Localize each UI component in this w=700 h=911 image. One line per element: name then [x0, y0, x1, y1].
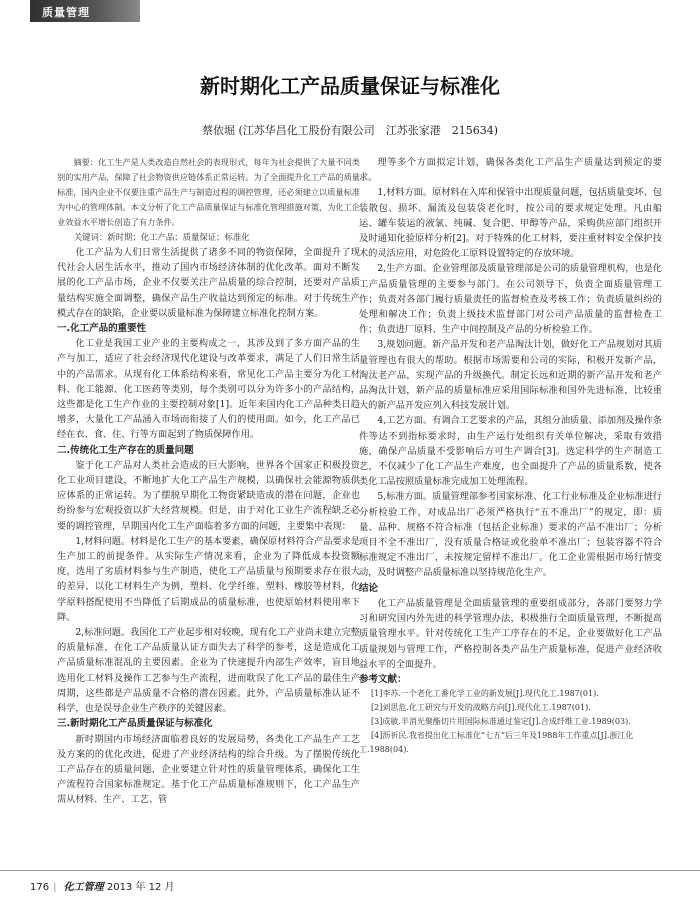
body-paragraph: 新时期国内市场经济面临着良好的发展局势，各类化工产品生产工艺及方案的的优化改进，促进了产业经济结构的综合升级。为了摆脱传统化工产品存在的质量问题，企业要建立针对性的质量管理体系，确保化工生产流程符合国家标准规定。基于化工产品质量标准规则下，化工产品生产需从材料、生产、工艺、管: [57, 733, 360, 806]
author-line: 蔡依堀 (江苏华昌化工股份有限公司 江苏张家港 215634): [201, 124, 499, 137]
left-column: [57, 155, 360, 808]
body-paragraph: 理等多个方面拟定计划，确保各类化工产品生产质量达到预定的要求。: [359, 157, 662, 184]
right-body: [359, 155, 662, 687]
section-heading: 结论: [359, 582, 379, 594]
body-paragraph: 2,生产方面。企业管理部及质量管理部是公司的质量管理机构，也是化工产品质量管理的主要参与部门。在公司领导下，负责全面质量管理工作；负责对各部门履行质量责任的监督检查及考核工作；负责质量纠纷的处理和解决工作；负责上级技术监督部门对公司产品质量的监督检查工作；负责进厂原料、生产中间控制及产品的分析检验工作。: [359, 263, 662, 336]
section-tag-label: 质量管理: [42, 6, 90, 19]
section-heading: 一.化工产品的重要性: [57, 323, 147, 335]
reference-item: [3]成敏.半消光聚酯切片用国际标准通过鉴定[J].合成纤维工业.1989(03).: [371, 717, 631, 727]
body-paragraph: 4,工艺方面。有调合工艺要求的产品，其组分油质量、添加剂及操作条件等达不到指标要求时，由生产运行处组织有关单位解决，采取有效措施，确保产品质量不受影响后方可生产调合[3]。选定科学的生产制造工艺，不仅减少了化工产品生产难度，也全面提升了产品的质量系数，使各类化工品按照质量标准完成加工处理流程。: [359, 415, 662, 488]
issue-date: 2013 年 12 月: [106, 882, 175, 893]
reference-item: [4]沥祈民.我省提出化工标准化“七五”后三年及1988年工作重点[J].浙江化工.1988(04).: [359, 731, 634, 755]
abstract: [57, 155, 360, 245]
right-column: [359, 155, 662, 757]
section-heading: 二.传统化工生产存在的质量问题: [57, 444, 194, 456]
journal-name: 化工管理: [63, 882, 104, 893]
abstract-text: 摘要：化工生产是人类改造自然社会的表现形式，每年为社会提供了大量不同类别的实用产品，保障了社会物资供应链体系正常运转。为了全面提升化工产品的质量标准，国内企业不仅要注重产品生产与制造过程的调控管理，还必须建立以质量标准为中心的管理体制。本文分析了化工产品质量保证与标准化管理措施对策，为化工企业效益水平增长创造了有力条件。: [57, 157, 360, 227]
reference-item: [1]李苏.一个老化工番化学工业的新发展[J].现代化工.1987(01).: [371, 689, 599, 699]
body-paragraph: 化工业是我国工业产业的主要构成之一，其涉及到了多方面产品的生产与加工，适应了社会经济现代化建设与改革要求，满足了人们日常生活中的产品需求。从现有化工体系结构来看，常见化工产品主要分为化工材料、化工能源、化工医药等类别，每个类别可以分为许多小的产品结构，这些都是化工生产作业的主要控制对象[1]。近年来国内化工产品种类日趋增多，大量化工产品涌入市场而衔接了人们的使用面。如今，化工产品已经在衣、食、住、行等方面起到了物质保障作用。: [57, 338, 360, 441]
section-tag: [30, 0, 140, 22]
keywords: 关键词：新时期；化工产品；质量保证；标准化: [73, 232, 250, 242]
body-paragraph: 化工产品质量管理是全面质量管理的重要组成部分，各部门要努力学习和研究国内外先进的科学管理办法，积极推行全面质量管理，不断提高质量管理水平。针对传统化工生产工序存在的不足，企业要做好化工产品质量规划与管理工作，严格控制各类产品生产质量标准，促进产业经济收益水平的全面提升。: [359, 597, 662, 670]
body-paragraph: 鉴于化工产品对人类社会造成的巨大影响，世界各个国家正积极投资化工业项目建设，不断地扩大化工产品生产规模，以确保社会能源物质供应体系的正常运转。为了摆脱早期化工物资紧缺造成的潜在问题，企业也纷纷参与宏观投资以扩大经营规模。但是，由于对化工业生产流程缺乏必要的调控管理，早期国内化工生产面临着多方面的问题，主要集中表现：: [57, 459, 360, 532]
article-title: 新时期化工产品质量保证与标准化: [200, 74, 500, 98]
body-paragraph: 1,材料方面。原材料在入库和保管中出现质量问题，包括质量变坏、包装散包、损坏、漏流及包装袋老化时，按公司的要求规定处理。凡由船运、罐车装运的液氯、纯碱、复合肥、甲醇等产品，采购供应部门组织开及时通知化验原样分析[2]。对于特殊的化工材料，要注重材料安全保护技术的灵活应用，对危险化工原料设置特定的存放环境。: [359, 187, 662, 260]
body-paragraph: 3,规划问题。新产品开发和老产品淘汰计划，做好化工产品规划对其质量管理也有很大的帮助。根据市场需要和公司的实际，积极开发新产品，淘汰老产品，实现产品的升级换代。制定长远和近期的新产品开发和老产品淘汰计划，新产品的质量标准应采用国际标准和国外先进标准，比较重大的新产品开发应列入科技发展计划。: [359, 339, 662, 412]
reference-item: [2]刘思危.化工研究与开发的战略方向[J].现代化工.1987(01).: [371, 703, 591, 713]
body-paragraph: 化工产品为人们日常生活提供了诸多不同的物资保障，全面提升了现代社会人居生活水平，推动了国内市场经济体制的优化改革。面对不断发展的化工产品市场，企业不仅要关注产品质量的综合控制，还要对产品质量结构实施全面调整，确保产品生产收益达到预定的标准。对于传统生产模式存在的缺陷，企业要以质量标准为保障建立标准化控制方案。: [57, 247, 360, 319]
page-number: 176: [30, 882, 50, 893]
left-body: [57, 245, 360, 808]
section-heading: 三.新时期化工产品质量保证与标准化: [57, 718, 213, 730]
references: [359, 687, 662, 757]
body-paragraph: 2,标准问题。我国化工产业起步相对较晚，现有化工产业尚未建立完整的质量标准，在化工产品质量认证方面失去了科学的参考，这是造成化工产品质量标准混乱的主要因素。企业为了快速提升内部生产效率，盲目地选用化工材料及操作工艺参与生产流程，进而耽误了化工产品的最佳生产周期，这些都是产品质量不合格的潜在因素。此外，产品质量标准认证不科学，也是误导企业生产秩序的关键因素。: [57, 627, 360, 715]
body-paragraph: 1,材料问题。材料是化工生产的基本要素，确保原材料符合产品要求是生产加工的前提条件。从实际生产情况来看，企业为了降低成本投资额度，选用了劣质材料参与生产制造，使化工产品质量与预期要求存在很大的差异，以化工材料生产为例，塑料、化学纤维、塑料、橡胶等材料，化学原料搭配使用不当降低了后期成品的质量标准，也使原始材料使用率下降。: [57, 535, 360, 623]
body-paragraph: 5,标准方面。质量管理部参考国家标准、化工行业标准及企业标准进行分析检验工作，对成品出厂必须严格执行“五不准出厂”的规定，即：质量、品种、规格不符合标准（包括企业标准）要求的产品不准出厂；分析项目不全不准出厂，没有质量合格证或化验单不准出厂；包装容器不符合标准规定不准出厂，未按规定留样不准出厂。化工企业需根据市场行情变动，及时调整产品质量标准以坚持规范化生产。: [359, 491, 662, 579]
page-footer: 176 | 化工管理 2013 年 12 月: [30, 882, 175, 893]
footer-rule: [0, 870, 700, 871]
section-heading: 参考文献：: [359, 673, 407, 685]
